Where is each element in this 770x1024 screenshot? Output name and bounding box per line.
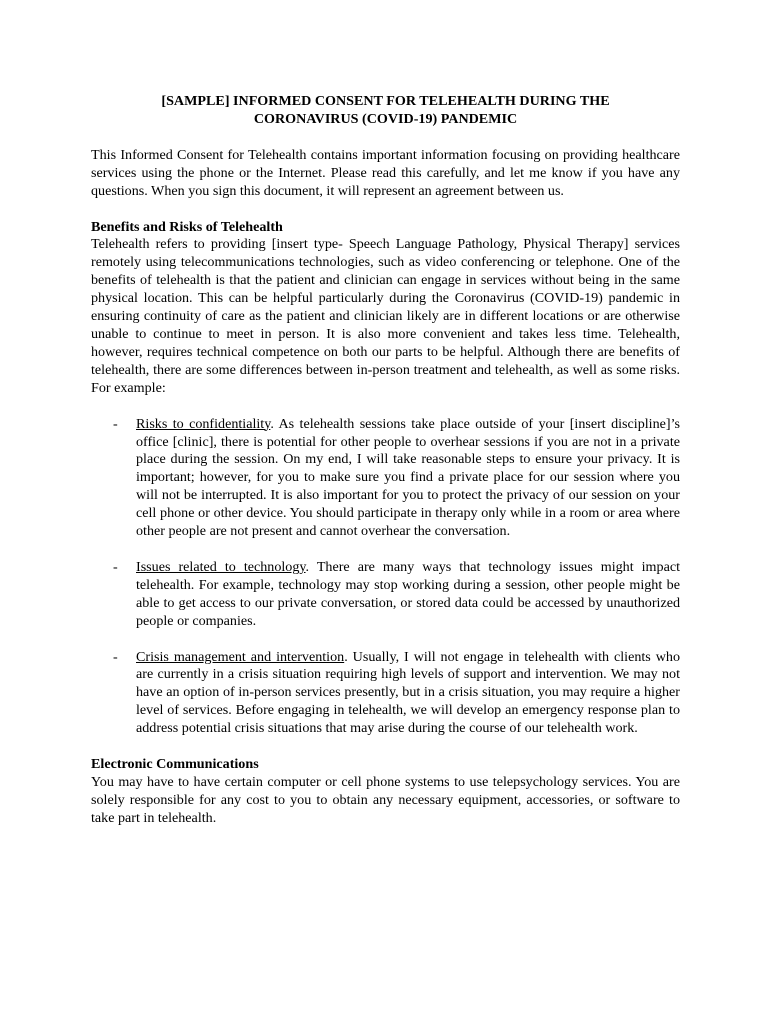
document-title [91,93,680,129]
risk-title-crisis: Crisis management and intervention [136,648,345,665]
risk-text-crisis: . Usually, I will not engage in telehealth with clients who are currently in a crisis situation requiring high levels of support and intervention. We may not have an option of in-person services presently, but in a crisis situation, you may require a higher level of services. Before engaging in telehealth, we will develop an emergency response plan to address potential crisis situations that may arise during the course of our telehealth work. [136,648,680,737]
benefits-paragraph: Telehealth refers to providing [insert type- Speech Language Pathology, Physical Therapy] services remotely using telecommunications technologies, such as video conferencing or telephone. One of the benefits of telehealth is that the patient and clinician can engage in services without being in the same physical location. This can be helpful particularly during the Coronavirus (COVID-19) pandemic in ensuring continuity of care as the patient and clinician likely are in different locations or are otherwise unable to continue to meet in person. It is also more convenient and takes less time. Telehealth, however, requires technical competence on both our parts to be helpful. Although there are benefits of telehealth, there are some differences between in-person treatment and telehealth, as well as some risks. For example: [91,236,680,396]
list-dash: - [113,558,118,575]
electronic-section [91,756,680,828]
benefits-heading: Benefits and Risks of Telehealth [91,218,283,235]
list-item-confidentiality [91,416,680,541]
list-item-crisis [91,649,680,739]
title-line-2: CORONAVIRUS (COVID-19) PANDEMIC [253,110,518,127]
electronic-paragraph: You may have to have certain computer or cell phone systems to use telepsychology services. You are solely responsible for any cost to you to obtain any necessary equipment, accessories, or software to take part in telehealth. [91,774,680,826]
list-dash: - [113,648,118,665]
intro-paragraph: This Informed Consent for Telehealth contains important information focusing on providing healthcare services using the phone or the Internet. Please read this carefully, and let me know if you have any questions. When you sign this document, it will represent an agreement between us. [91,146,680,199]
risk-title-confidentiality: Risks to confidentiality [136,415,271,432]
list-item-technology [91,559,680,631]
list-dash: - [113,415,118,432]
risk-title-technology: Issues related to technology [136,558,306,575]
risks-list [91,416,680,739]
risk-text-technology: . There are many ways that technology issues might impact telehealth. For example, technology may stop working during a session, other people might be able to get access to our private conversation, or stored data could be accessed by unauthorized people or companies. [136,558,680,629]
benefits-section [91,219,680,398]
electronic-heading: Electronic Communications [91,756,259,773]
title-line-1: [SAMPLE] INFORMED CONSENT FOR TELEHEALTH DURING THE [161,93,610,109]
risk-text-confidentiality: . As telehealth sessions take place outside of your [insert discipline]’s office [clinic], there is potential for other people to overhear sessions if you are not in a private place during the session. On my end, I will take reasonable steps to ensure your privacy. It is important; however, for you to make sure you find a private place for our session where you will not be interrupted. It is also important for you to protect the privacy of our session on your cell phone or other device. You should participate in therapy only while in a room or area where other people are not present and cannot overhear the conversation. [136,415,680,540]
